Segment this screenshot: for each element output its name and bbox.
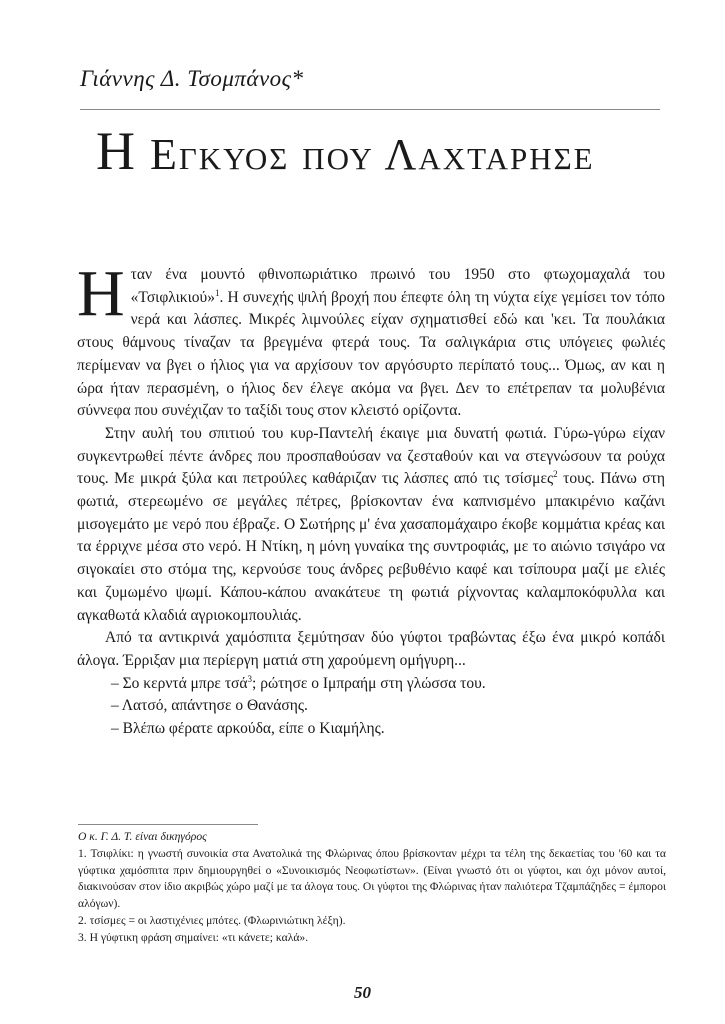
drop-cap: Η: [77, 257, 125, 330]
paragraph-2-text-b: τους. Πάνω στη φωτιά, στερεωμένο σε μεγάλες πέτρες, βρίσκονταν ένα καπνισμένο μπακιρένιο καζάνι μισογεμάτο με νερό που έβραζε. Ο Σωτήρης μ' ένα χασαπομάχαιρο έκοβε κομμάτια κρέας και τα έρριχνε μέσα στο νερό. Η Ντίκη, η μόνη γυναίκα της συντροφιάς, με το αιώνιο τσιγάρο να σιγοκαίει στο στόμα της, κερνούσε τους άνδρες ρεβυθένιο καφέ και τσίπουρα μαζί με ελιές και ζυμωμένο ψωμί. Κάπου-κάπου ανακάτευε τη φωτιά ρίχνοντας καλαμποκόφυλλα και αγκαθωτά κλαδιά αγριοκομπουλιάς.: [77, 470, 665, 624]
header-divider: [80, 109, 660, 110]
footnote-ref-3: 3: [247, 673, 253, 684]
dialog-line-1-b: ; ρώτησε ο Ιμπραήμ στη γλώσσα του.: [252, 674, 486, 692]
paragraph-1-text-b: . Η συνεχής ψιλή βροχή που έπεφτε όλη τη νύχτα είχε γεμίσει τον τόπο νερά και λάσπες. Μικρές λιμνούλες είχαν σχηματισθεί εδώ και 'κει. Τα πουλάκια στους θάμνους τίναζαν τα βρεγμένα φτερά τους. Τα σαλιγκάρια στις υπόγειες φωλιές περίμεναν να βγει ο ήλιος για να αρχίσουν τον αργόσυρτο περίπατό τους... Όμως, αν και η ώρα ήταν περασμένη, ο ήλιος δεν έλεγε ακόμα να βγει. Δεν το επέτρεπαν τα μολυβένια σύννεφα που συνέχιζαν το ταξίδι τους στον κλειστό ορίζοντα.: [77, 288, 665, 420]
dialog-line-3: – Βλέπω φέρατε αρκούδα, είπε ο Κιαμήλης.: [111, 720, 385, 738]
footnote-3: 3. Η γύφτικη φράση σημαίνει: «τι κάνετε; καλά».: [78, 930, 309, 944]
story-body: [77, 257, 665, 741]
dialog-line-1-a: – Σο κερντά μπρε τσά: [111, 674, 248, 692]
author-name: Γιάννης Δ. Τσομπάνος*: [80, 66, 304, 91]
footnote-2: 2. τσίσμες = οι λαστιχένιες μπότες. (Φλωρινιώτικη λέξη).: [78, 913, 346, 927]
paragraph-1: [77, 257, 665, 423]
paragraph-3: Από τα αντικρινά χαμόσπιτα ξεμύτησαν δύο γύφτοι τραβώντας έξω ένα μικρό κοπάδι άλογα. Έρριξαν μια περίεργη ματιά στη χαρούμενη ομήγυρη...: [77, 629, 665, 669]
dialog-line-2: – Λατσό, απάντησε ο Θανάσης.: [111, 697, 308, 715]
title-text: Εγκυος που Λαχταρησε: [137, 130, 595, 179]
footnote-ref-2: 2: [553, 469, 558, 480]
paragraph-2-text-a: Στην αυλή του σπιτιού του κυρ-Παντελή έκαιγε μια δυνατή φωτιά. Γύρω-γύρω είχαν συγκεντρωθεί πέντε άνδρες που προσπαθούσαν να ζεσταθούν και να στεγνώσουν τα ρούχα τους. Με μικρά ξύλα και πετρούλες καθάριζαν τις λάσπες από τις τσίσμες: [77, 424, 665, 488]
dialog-line-1: [77, 673, 665, 696]
paragraph-2: [77, 423, 665, 627]
footnote-1: 1. Τσιφλίκι: η γνωστή συνοικία στα Ανατολικά της Φλώρινας όπου βρίσκονταν μέχρι τα τέλη της δεκαετίας του '60 και τα γύφτικα χαμόσπιτα πριν δημιουργηθεί ο «Συνοικισμός Νεοφωτίστων». (Είναι γνωστό ότι οι γύφτοι, και όχι μόνον αυτοί, διακινούσαν στον ίδιο ακριβώς χώρο μαζί με τα άλογα τους. Οι γύφτοι της Φλώρινας ήταν παλιότερα Τζαμπάζηδες = έμποροι αλόγων).: [78, 846, 666, 911]
footnote-divider: [78, 824, 258, 825]
author-note: Ο κ. Γ. Δ. Τ. είναι δικηγόρος: [78, 830, 207, 843]
paragraph-1-text-a: ταν ένα μουντό φθινοπωριάτικο πρωινό του 1950 στο φτωχομαχαλά του «Τσιφλικιού»: [130, 266, 665, 306]
article-title: [96, 121, 656, 185]
footnotes: [78, 829, 666, 947]
page-number: 50: [354, 983, 371, 1002]
footnote-ref-1: 1: [214, 287, 220, 298]
title-initial: Η: [96, 121, 137, 181]
